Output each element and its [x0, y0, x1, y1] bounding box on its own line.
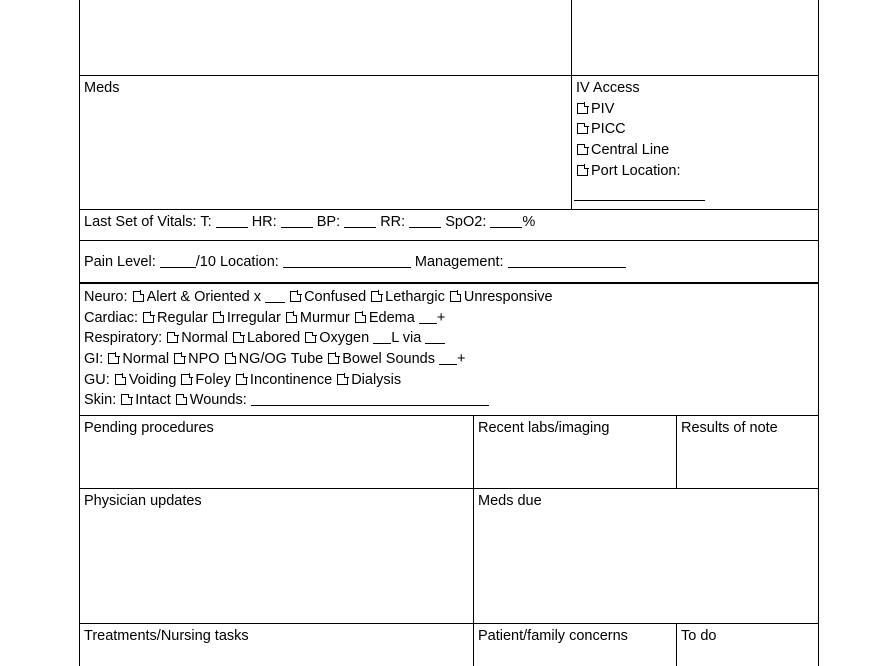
vitals-field-label: HR: [251, 214, 277, 230]
checkbox-icon[interactable] [108, 353, 119, 364]
checkbox-icon[interactable] [286, 312, 297, 323]
assessment-row-gi[interactable] [84, 349, 818, 370]
assessment-option-label: Intact [135, 392, 171, 409]
assessment-option[interactable] [173, 351, 219, 367]
assessment-blank[interactable] [425, 330, 445, 344]
iv-option-label: Central Line [591, 142, 670, 159]
top-right-blank-cell[interactable] [571, 0, 819, 76]
assessment-option[interactable] [370, 289, 445, 305]
vitals-row[interactable] [79, 210, 819, 241]
assessment-blank[interactable] [373, 330, 391, 344]
checkbox-icon[interactable] [181, 374, 192, 385]
assessment-option[interactable] [449, 289, 553, 305]
port-location-write-in-rule[interactable] [574, 200, 705, 201]
checkbox-icon[interactable] [176, 394, 187, 405]
wounds-write-in-blank[interactable] [251, 392, 489, 406]
assessment-option[interactable] [224, 351, 324, 367]
pain-score-blank[interactable] [160, 254, 196, 268]
vitals-blank[interactable] [344, 214, 376, 228]
vitals-field-bp[interactable] [317, 214, 376, 230]
recent-labs-label: Recent labs/imaging [478, 420, 610, 436]
assessment-option-label: Normal [122, 351, 170, 368]
assessment-option-label: Unresponsive [463, 289, 553, 305]
assessment-option-label: Foley [195, 371, 231, 388]
assessment-blank[interactable] [265, 289, 285, 303]
checkbox-icon[interactable] [577, 123, 588, 134]
assessment-option[interactable] [336, 372, 401, 388]
assessment-row-neuro[interactable] [84, 287, 818, 308]
checkbox-icon[interactable] [371, 291, 382, 302]
vitals-blank[interactable] [409, 214, 441, 228]
assessment-blank[interactable] [439, 351, 457, 365]
assessment-option-label: Incontinence [249, 371, 333, 388]
treatments-label: Treatments/Nursing tasks [84, 628, 249, 644]
assessment-option[interactable] [285, 310, 350, 326]
iv-access-title: IV Access [576, 80, 640, 96]
concerns-label: Patient/family concerns [478, 628, 628, 644]
assessment-option[interactable] [175, 392, 489, 408]
assessment-option-label: Wounds: [189, 392, 247, 409]
assessment-option[interactable] [212, 310, 281, 326]
recent-labs-cell[interactable] [474, 416, 677, 489]
assessment-option[interactable] [289, 289, 366, 305]
assessment-option-label: Regular [157, 309, 208, 326]
assessment-system-label: Skin: [84, 392, 117, 409]
iv-option-piv[interactable] [576, 99, 818, 120]
iv-option-port-location[interactable] [576, 161, 818, 182]
assessment-row-skin[interactable] [84, 390, 818, 411]
iv-option-picc[interactable] [576, 119, 818, 140]
assessment-option[interactable] [107, 351, 169, 367]
vitals-field-spo2[interactable] [445, 214, 535, 230]
pain-level-label: Pain Level: [84, 254, 156, 270]
assessment-plus: + [456, 351, 466, 368]
assessment-option-label: Labored [246, 330, 301, 347]
checkbox-icon[interactable] [305, 332, 316, 343]
checkbox-icon[interactable] [577, 144, 588, 155]
checkbox-icon[interactable] [133, 291, 144, 302]
assessment-option[interactable] [114, 372, 177, 388]
results-of-note-label: Results of note [681, 420, 778, 436]
vitals-field-label: SpO2: [445, 214, 487, 230]
checkbox-icon[interactable] [121, 394, 132, 405]
assessment-option-label: Alert & Oriented x [146, 289, 261, 305]
assessment-option-label: Bowel Sounds [342, 351, 435, 368]
iv-option-label: PIV [591, 100, 615, 117]
vitals-field-rr[interactable] [380, 214, 441, 230]
meds-due-label: Meds due [478, 493, 542, 509]
to-do-label: To do [681, 628, 717, 644]
assessment-option[interactable] [166, 330, 228, 346]
checkbox-icon[interactable] [143, 312, 154, 323]
assessment-row-cardiac[interactable] [84, 308, 818, 329]
assessment-system-label: Cardiac: [84, 309, 138, 326]
vitals-field-temp[interactable] [200, 214, 247, 230]
vitals-blank[interactable] [216, 214, 248, 228]
assessment-option-label: NPO [188, 351, 220, 368]
meds-cell[interactable] [79, 76, 572, 210]
assessment-option-label: Oxygen [319, 330, 370, 347]
assessment-option[interactable] [180, 372, 230, 388]
assessment-option[interactable] [232, 330, 300, 346]
checkbox-icon[interactable] [577, 165, 588, 176]
meds-label: Meds [84, 80, 120, 96]
vitals-blank[interactable] [281, 214, 313, 228]
assessment-system-label: Respiratory: [84, 330, 163, 347]
assessment-option[interactable] [120, 392, 170, 408]
top-left-blank-cell[interactable] [79, 0, 572, 76]
assessment-option-label: Murmur [299, 309, 350, 326]
checkbox-icon[interactable] [115, 374, 126, 385]
checkbox-icon[interactable] [577, 103, 588, 114]
assessment-row-respiratory[interactable] [84, 328, 818, 349]
assessment-option[interactable] [327, 351, 465, 367]
iv-access-cell[interactable] [571, 76, 819, 210]
checkbox-icon[interactable] [328, 353, 339, 364]
physician-updates-label: Physician updates [84, 493, 202, 509]
assessment-option-label: Lethargic [385, 289, 445, 305]
vitals-field-hr[interactable] [252, 214, 313, 230]
assessment-system-label: Neuro: [84, 289, 128, 305]
assessment-option-label: Edema [368, 309, 415, 326]
assessment-system-label: GU: [84, 371, 110, 388]
iv-option-central-line[interactable] [576, 140, 818, 161]
checkbox-icon[interactable] [174, 353, 185, 364]
iv-option-label: Port Location: [591, 162, 681, 179]
assessment-block[interactable] [79, 284, 819, 416]
assessment-option[interactable] [142, 310, 208, 326]
vitals-field-label: T: [200, 214, 212, 230]
checkbox-icon[interactable] [213, 312, 224, 323]
pending-procedures-cell[interactable] [79, 416, 474, 489]
pain-location-label: Location: [219, 254, 279, 270]
assessment-row-gu[interactable] [84, 370, 818, 391]
assessment-blank[interactable] [419, 310, 437, 324]
assessment-option-label: Dialysis [351, 371, 402, 388]
assessment-option-label: Voiding [128, 371, 177, 388]
vitals-field-label: BP: [316, 214, 341, 230]
assessment-option-label: NG/OG Tube [238, 351, 324, 368]
checkbox-icon[interactable] [290, 291, 301, 302]
vitals-field-suffix: % [522, 214, 536, 230]
assessment-oxygen-unit: L via [391, 330, 422, 347]
pain-location-blank[interactable] [283, 254, 411, 268]
physician-updates-cell[interactable] [79, 489, 474, 624]
assessment-option-label: Normal [181, 330, 228, 347]
assessment-system-label: GI: [84, 351, 104, 368]
vitals-blank[interactable] [490, 214, 522, 228]
checkbox-icon[interactable] [450, 291, 461, 302]
vitals-prefix: Last Set of Vitals: [84, 214, 197, 230]
pain-management-blank[interactable] [508, 254, 626, 268]
assessment-option[interactable] [354, 310, 445, 326]
assessment-plus: + [436, 309, 446, 326]
assessment-option-label: Irregular [226, 309, 281, 326]
checkbox-icon[interactable] [236, 374, 247, 385]
checkbox-icon[interactable] [233, 332, 244, 343]
iv-option-label: PICC [591, 121, 626, 138]
checkbox-icon[interactable] [355, 312, 366, 323]
pending-procedures-label: Pending procedures [84, 420, 214, 436]
pain-scale-suffix: /10 [195, 254, 216, 270]
assessment-option[interactable] [304, 330, 445, 346]
checkbox-icon[interactable] [337, 374, 348, 385]
pain-level-row[interactable] [79, 241, 819, 284]
results-of-note-cell[interactable] [677, 416, 819, 489]
pain-management-label: Management: [414, 254, 504, 270]
checkbox-icon[interactable] [167, 332, 178, 343]
assessment-option-label: Confused [304, 289, 367, 305]
assessment-option[interactable] [132, 289, 285, 305]
assessment-option[interactable] [235, 372, 332, 388]
vitals-field-label: RR: [380, 214, 406, 230]
meds-due-cell[interactable] [474, 489, 819, 624]
checkbox-icon[interactable] [225, 353, 236, 364]
